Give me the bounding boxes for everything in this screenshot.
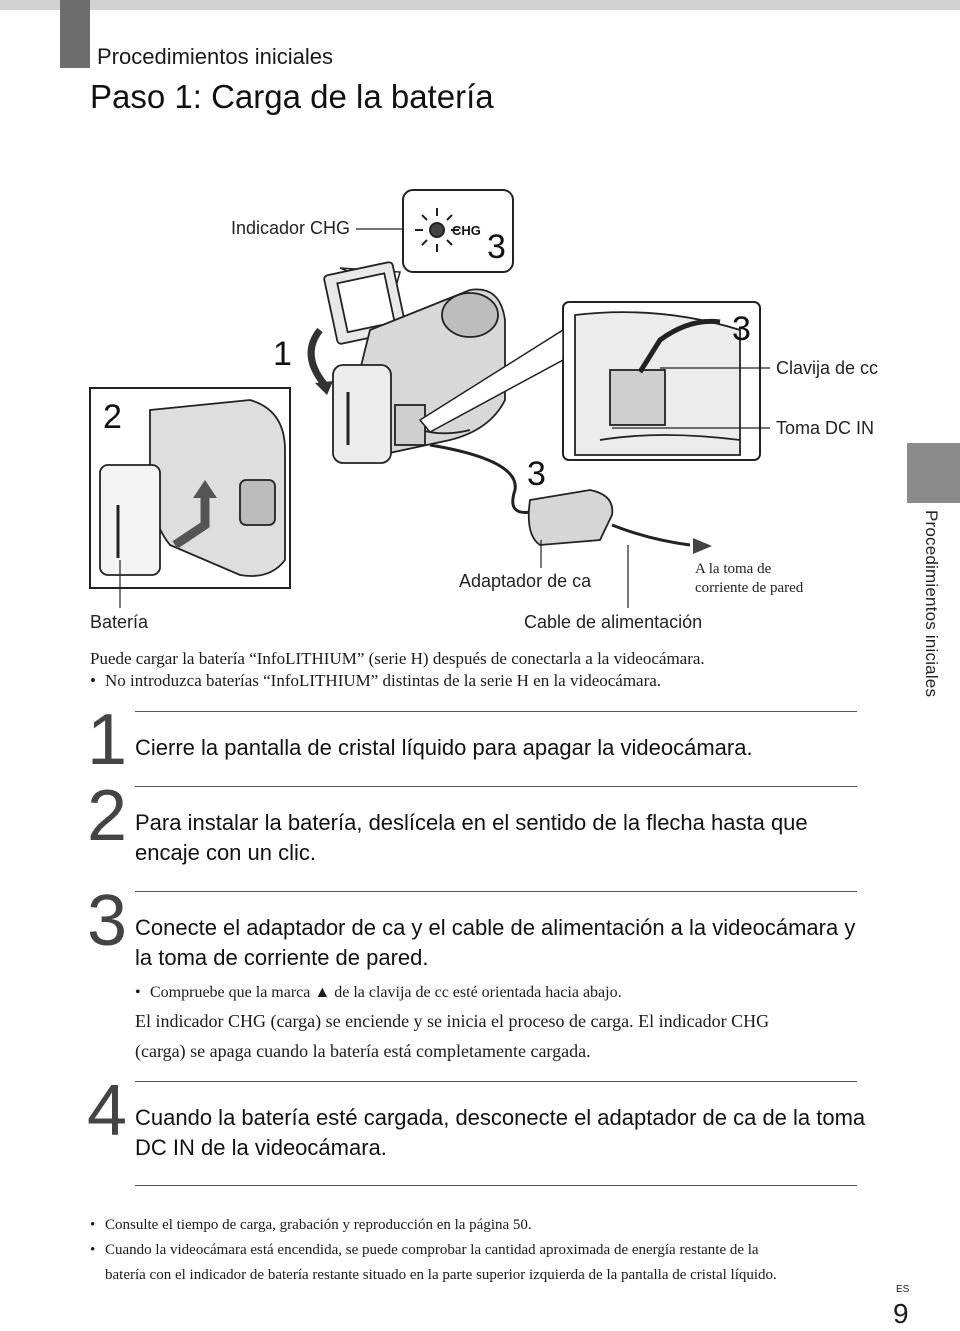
step-4-text [135,1103,885,1163]
wall-outlet-label-line2: corriente de pared [695,580,804,596]
step-1-text: Cierre la pantalla de cristal líquido para apagar la videocámara. [135,735,753,760]
bateria-label: Batería [90,612,149,632]
step-3-extra-line1: El indicador CHG (carga) se enciende y se inicia el proceso de carga. El indicador CHG [135,1011,770,1031]
page-title: Paso 1: Carga de la batería [90,78,494,115]
step-1-number: 1 [273,335,292,373]
step-3-top-number: 3 [487,228,506,266]
page-number: 9 [893,1298,909,1329]
step-4-number-large: 4 [87,1071,128,1151]
charging-illustration [0,0,960,640]
intro-line: Puede cargar la batería “InfoLITHIUM” (serie H) después de conectarla a la videocámara. [90,649,705,668]
section-title: Procedimientos iniciales [97,44,333,69]
close-screen-arrow-head [315,381,333,395]
intro-block [90,648,705,692]
step-2-rule [135,786,857,787]
dc-cable [430,445,540,513]
step-3-text [135,913,885,973]
step-2-number: 2 [103,398,122,436]
chg-text: CHG [452,223,481,238]
wall-outlet-label-line1: A la toma de [695,561,772,577]
step-2-number-large: 2 [87,776,128,856]
adaptador-label: Adaptador de ca [459,571,592,591]
page-language: ES [896,1284,910,1295]
power-cord [612,525,690,545]
footer-note-2: • Cuando la videocámara está encendida, se puede comprobar la cantidad aproximada de energía restante de la [90,1238,890,1263]
camcorder-drawing [323,261,505,463]
step-3-number-large: 3 [87,881,128,961]
step-3-extra [135,1006,885,1066]
step-2-line1: Para instalar la batería, deslícela en el sentido de la flecha hasta que [135,810,808,835]
wall-outlet-label [695,560,803,598]
step-1-rule [135,711,857,712]
step-4-rule [135,1081,857,1082]
step-3-line2: la toma de corriente de pared. [135,945,429,970]
step-2-line2: encaje con un clic. [135,840,316,865]
cable-label: Cable de alimentación [524,612,703,632]
ac-adapter-drawing [529,490,613,545]
step-2-text [135,808,885,868]
chg-indicator-label: Indicador CHG [231,218,351,238]
intro-bullet: • No introduzca baterías “InfoLITHIUM” distintas de la serie H en la videocámara. [90,670,705,692]
step-3-rule [135,891,857,892]
step-3-line1: Conecte el adaptador de ca y el cable de alimentación a la videocámara y [135,915,856,940]
footer-note-2-continued: batería con el indicador de batería restante situado en la parte superior izquierda de la pantalla de cristal líquido. [105,1267,777,1283]
step-3-bullet: • Compruebe que la marca ▲ de la clavija de cc esté orientada hacia abajo. [135,982,890,1004]
wall-arrow [693,538,712,554]
step-1-number-large: 1 [87,700,128,780]
step-4-bottom-rule [135,1185,857,1186]
footer-note-1: • Consulte el tiempo de carga, grabación y reproducción en la página 50. [90,1213,890,1238]
side-tab-label: Procedimientos iniciales [922,510,941,698]
step-3-inset-number: 3 [732,310,751,348]
close-screen-arrow [311,330,325,385]
dc-jack-drawing [575,312,740,455]
step-3-adapter-number: 3 [527,455,546,493]
step-4-line2: DC IN de la videocámara. [135,1135,387,1160]
toma-label: Toma DC IN [776,418,875,438]
step-3-extra-line2: (carga) se apaga cuando la batería está completamente cargada. [135,1041,591,1061]
clavija-label: Clavija de cc [776,358,879,378]
footer-notes [90,1213,890,1288]
step-4-line1: Cuando la batería esté cargada, desconecte el adaptador de ca de la toma [135,1105,866,1130]
